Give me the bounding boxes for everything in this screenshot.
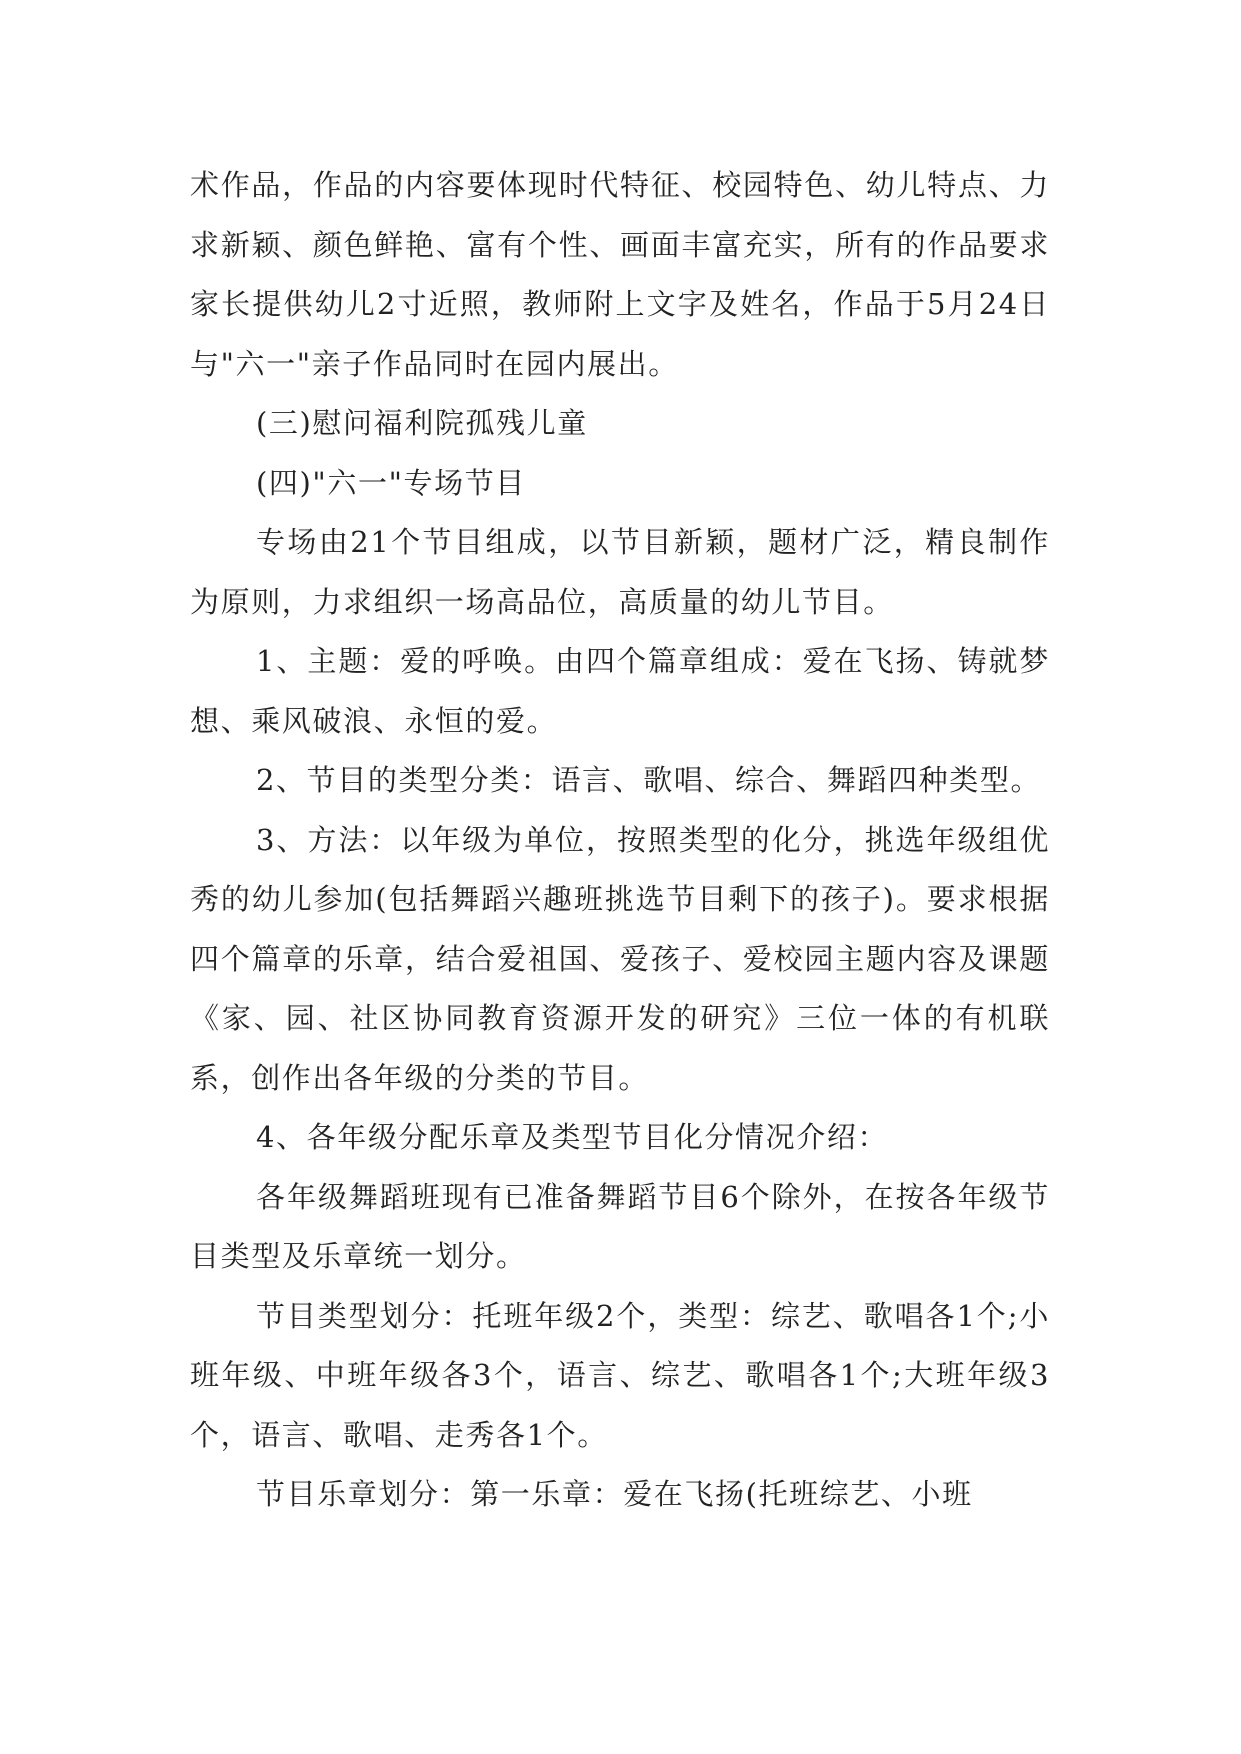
heading-orphan-visit: (三)慰问福利院孤残儿童 (256, 406, 588, 440)
paragraph-method: 3、方法：以年级为单位，按照类型的化分，挑选年级组优秀的幼儿参加(包括舞蹈兴趣班挑选节目剩下的孩子)。要求根据四个篇章的乐章，结合爱祖国、爱孩子、爱校园主题内容及课题《家、园、社区协同教育资源开发的研究》三位一体的有机联系，创作出各年级的分类的节目。 (190, 822, 1050, 1095)
paragraph-movement-division: 节目乐章划分：第一乐章：爱在飞扬(托班综艺、小班 (256, 1477, 973, 1511)
heading-special-program: (四)"六一"专场节目 (256, 465, 526, 500)
paragraph-type-division: 节目类型划分：托班年级2个，类型：综艺、歌唱各1个;小班年级、中班年级各3个，语言、综艺、歌唱各1个;大班年级3个，语言、歌唱、走秀各1个。 (190, 1298, 1050, 1452)
paragraph-allocation-intro: 4、各年级分配乐章及类型节目化分情况介绍： (256, 1120, 889, 1154)
paragraph-program-overview: 专场由21个节目组成，以节目新颖，题材广泛，精良制作为原则，力求组织一场高品位，高质量的幼儿节目。 (190, 525, 1050, 619)
body-text (190, 156, 1050, 1525)
paragraph-artwork-exhibition: 术作品，作品的内容要体现时代特征、校园特色、幼儿特点、力求新颖、颜色鲜艳、富有个性、画面丰富充实，所有的作品要求家长提供幼儿2寸近照，教师附上文字及姓名，作品于5月24日与"六一"亲子作品同时在园内展出。 (190, 168, 1050, 381)
paragraph-dance-class: 各年级舞蹈班现有已准备舞蹈节目6个除外，在按各年级节目类型及乐章统一划分。 (190, 1179, 1050, 1273)
paragraph-theme: 1、主题：爱的呼唤。由四个篇章组成：爱在飞扬、铸就梦想、乘风破浪、永恒的爱。 (190, 644, 1050, 738)
paragraph-program-types: 2、节目的类型分类：语言、歌唱、综合、舞蹈四种类型。 (256, 763, 1042, 797)
